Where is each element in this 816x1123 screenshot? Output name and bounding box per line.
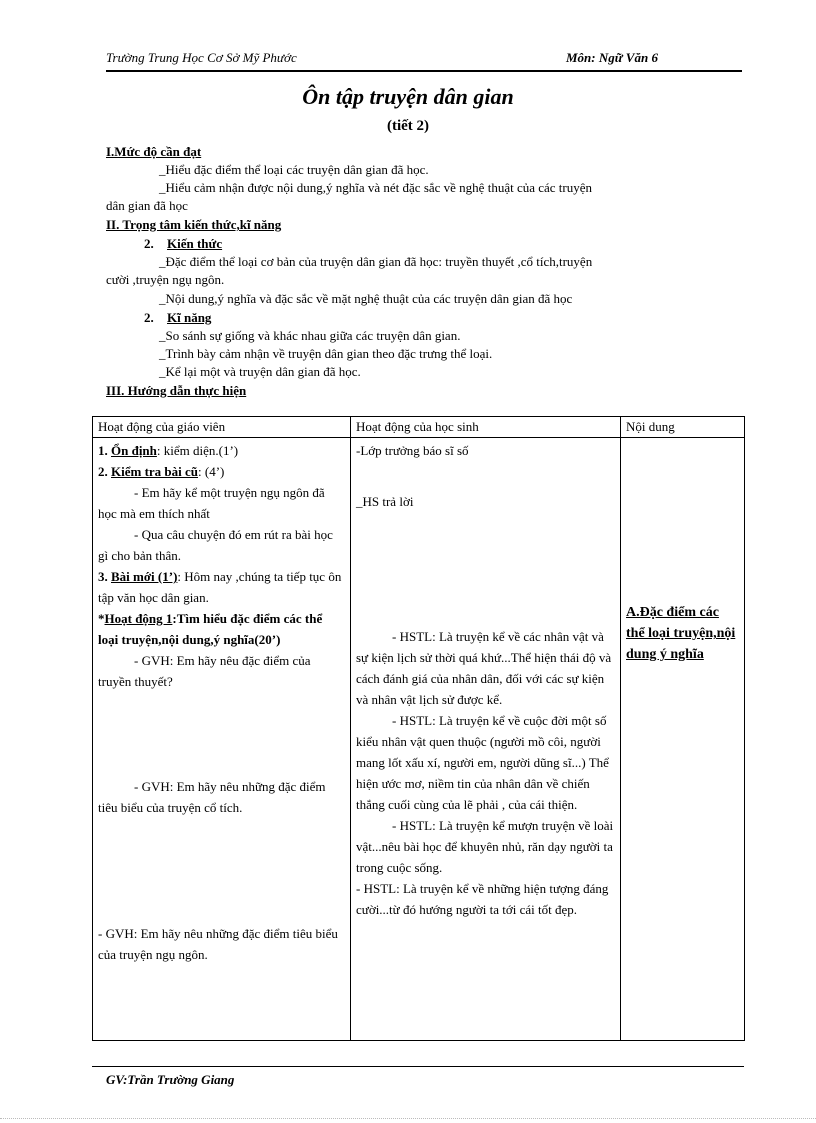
header-school: Trường Trung Học Cơ Sở Mỹ Phước <box>106 50 297 65</box>
section1-line2b: dân gian đã học <box>106 198 188 213</box>
activity-table <box>92 416 745 1041</box>
student-hstl4: - HSTL: Là truyện kể về những hiện tượng đáng cười...từ đó hướng người ta tới cái tốt đẹp. <box>356 881 609 917</box>
teacher-question1: - Em hãy kể một truyện ngụ ngôn đã học mà em thích nhất <box>98 485 325 521</box>
section2-heading: II. Trọng tâm kiến thức,kĩ năng <box>106 217 282 232</box>
section2-sub1-label: Kiến thức <box>167 236 223 251</box>
teacher-activity1: *Hoạt động 1:Tìm hiểu đặc điểm các thể loại truyện,nội dung,ý nghĩa(20’) <box>98 611 323 647</box>
section2-sub1-num: 2. <box>144 236 154 251</box>
section2-sub2-num: 2. <box>144 310 154 325</box>
teacher-gvh2: - GVH: Em hãy nêu những đặc điểm tiêu biểu của truyện cổ tích. <box>98 779 326 815</box>
skill-line2: _Trình bày cảm nhận về truyện dân gian theo đặc trưng thể loại. <box>159 346 493 361</box>
table-row <box>93 438 745 1041</box>
skill-line1: _So sánh sự giống và khác nhau giữa các truyện dân gian. <box>159 328 461 343</box>
knowledge-line2: _Nội dung,ý nghĩa và đặc sắc về mặt nghệ thuật của các truyện dân gian đã học <box>159 291 573 306</box>
student-report: -Lớp trưởng báo sĩ số <box>356 443 469 458</box>
section1-line1: _Hiểu đặc điểm thể loại các truyện dân gian đã học. <box>159 162 429 177</box>
content-cell <box>621 438 745 1041</box>
knowledge-line1b: cười ,truyện ngụ ngôn. <box>106 272 225 287</box>
page-subtitle: (tiết 2) <box>386 118 430 134</box>
teacher-step2: 2. Kiểm tra bài cũ: (4’) <box>98 464 225 479</box>
teacher-question2: - Qua câu chuyện đó em rút ra bài học gì cho bản thân. <box>98 527 333 563</box>
student-answer: _HS trả lời <box>356 494 414 509</box>
page-bottom-dotted-line <box>0 1118 816 1119</box>
teacher-gvh3: - GVH: Em hãy nêu những đặc điểm tiêu biểu của truyện ngụ ngôn. <box>98 926 338 962</box>
student-cell <box>351 438 621 1041</box>
teacher-cell <box>93 438 351 1041</box>
section1-heading: I.Mức độ cần đạt <box>106 144 202 159</box>
skill-line3: _Kể lại một và truyện dân gian đã học. <box>159 364 361 379</box>
teacher-gvh1: - GVH: Em hãy nêu đặc điểm của truyền thuyết? <box>98 653 311 689</box>
knowledge-line1a: _Đặc điểm thể loại cơ bản của truyện dân gian đã học: truyền thuyết ,cổ tích,truyện <box>159 254 593 269</box>
teacher-step3: 3. Bài mới (1’): Hôm nay ,chúng ta tiếp tục ôn tập văn học dân gian. <box>98 569 342 605</box>
footer-teacher: GV:Trần Trường Giang <box>106 1072 235 1087</box>
teacher-step1: 1. Ổn định: kiểm diện.(1’) <box>98 443 239 458</box>
footer-divider <box>92 1066 744 1067</box>
header-student: Hoạt động của học sinh <box>351 417 621 438</box>
section2-sub2-label: Kĩ năng <box>167 310 212 325</box>
section3-heading: III. Hướng dẫn thực hiện <box>106 383 247 398</box>
student-hstl1: - HSTL: Là truyện kể về các nhân vật và sự kiện lịch sử thời quá khứ...Thể hiện thái độ và cách đánh giá của nhân dân, đối với các sự kiện và nhân vật lịch sử được kể. <box>356 629 612 707</box>
student-hstl3: - HSTL: Là truyện kể mượn truyện về loài vật...nêu bài học để khuyên nhủ, răn dạy người ta trong cuộc sống. <box>356 818 614 875</box>
header-content: Nội dung <box>621 417 745 438</box>
header-teacher: Hoạt động của giáo viên <box>93 417 351 438</box>
header-divider <box>106 70 742 72</box>
content-heading-a: A.Đặc điểm các thể loại truyện,nội dung ý nghĩa <box>626 605 736 662</box>
page-title: Ôn tập truyện dân gian <box>302 84 514 109</box>
student-hstl2: - HSTL: Là truyện kể về cuộc đời một số kiểu nhân vật quen thuộc (người mồ côi, người mang lốt xấu xí, người em, người dũng sĩ...) Thể hiện ước mơ, niềm tin của nhân dân về chiến thắng cuối cùng của lẽ phải , của cái thiện. <box>356 713 609 812</box>
table-header-row <box>93 417 745 438</box>
header-subject: Môn: Ngữ Văn 6 <box>566 50 658 65</box>
section1-line2a: _Hiểu cảm nhận được nội dung,ý nghĩa và nét đặc sắc về nghệ thuật của các truyện <box>159 180 593 195</box>
